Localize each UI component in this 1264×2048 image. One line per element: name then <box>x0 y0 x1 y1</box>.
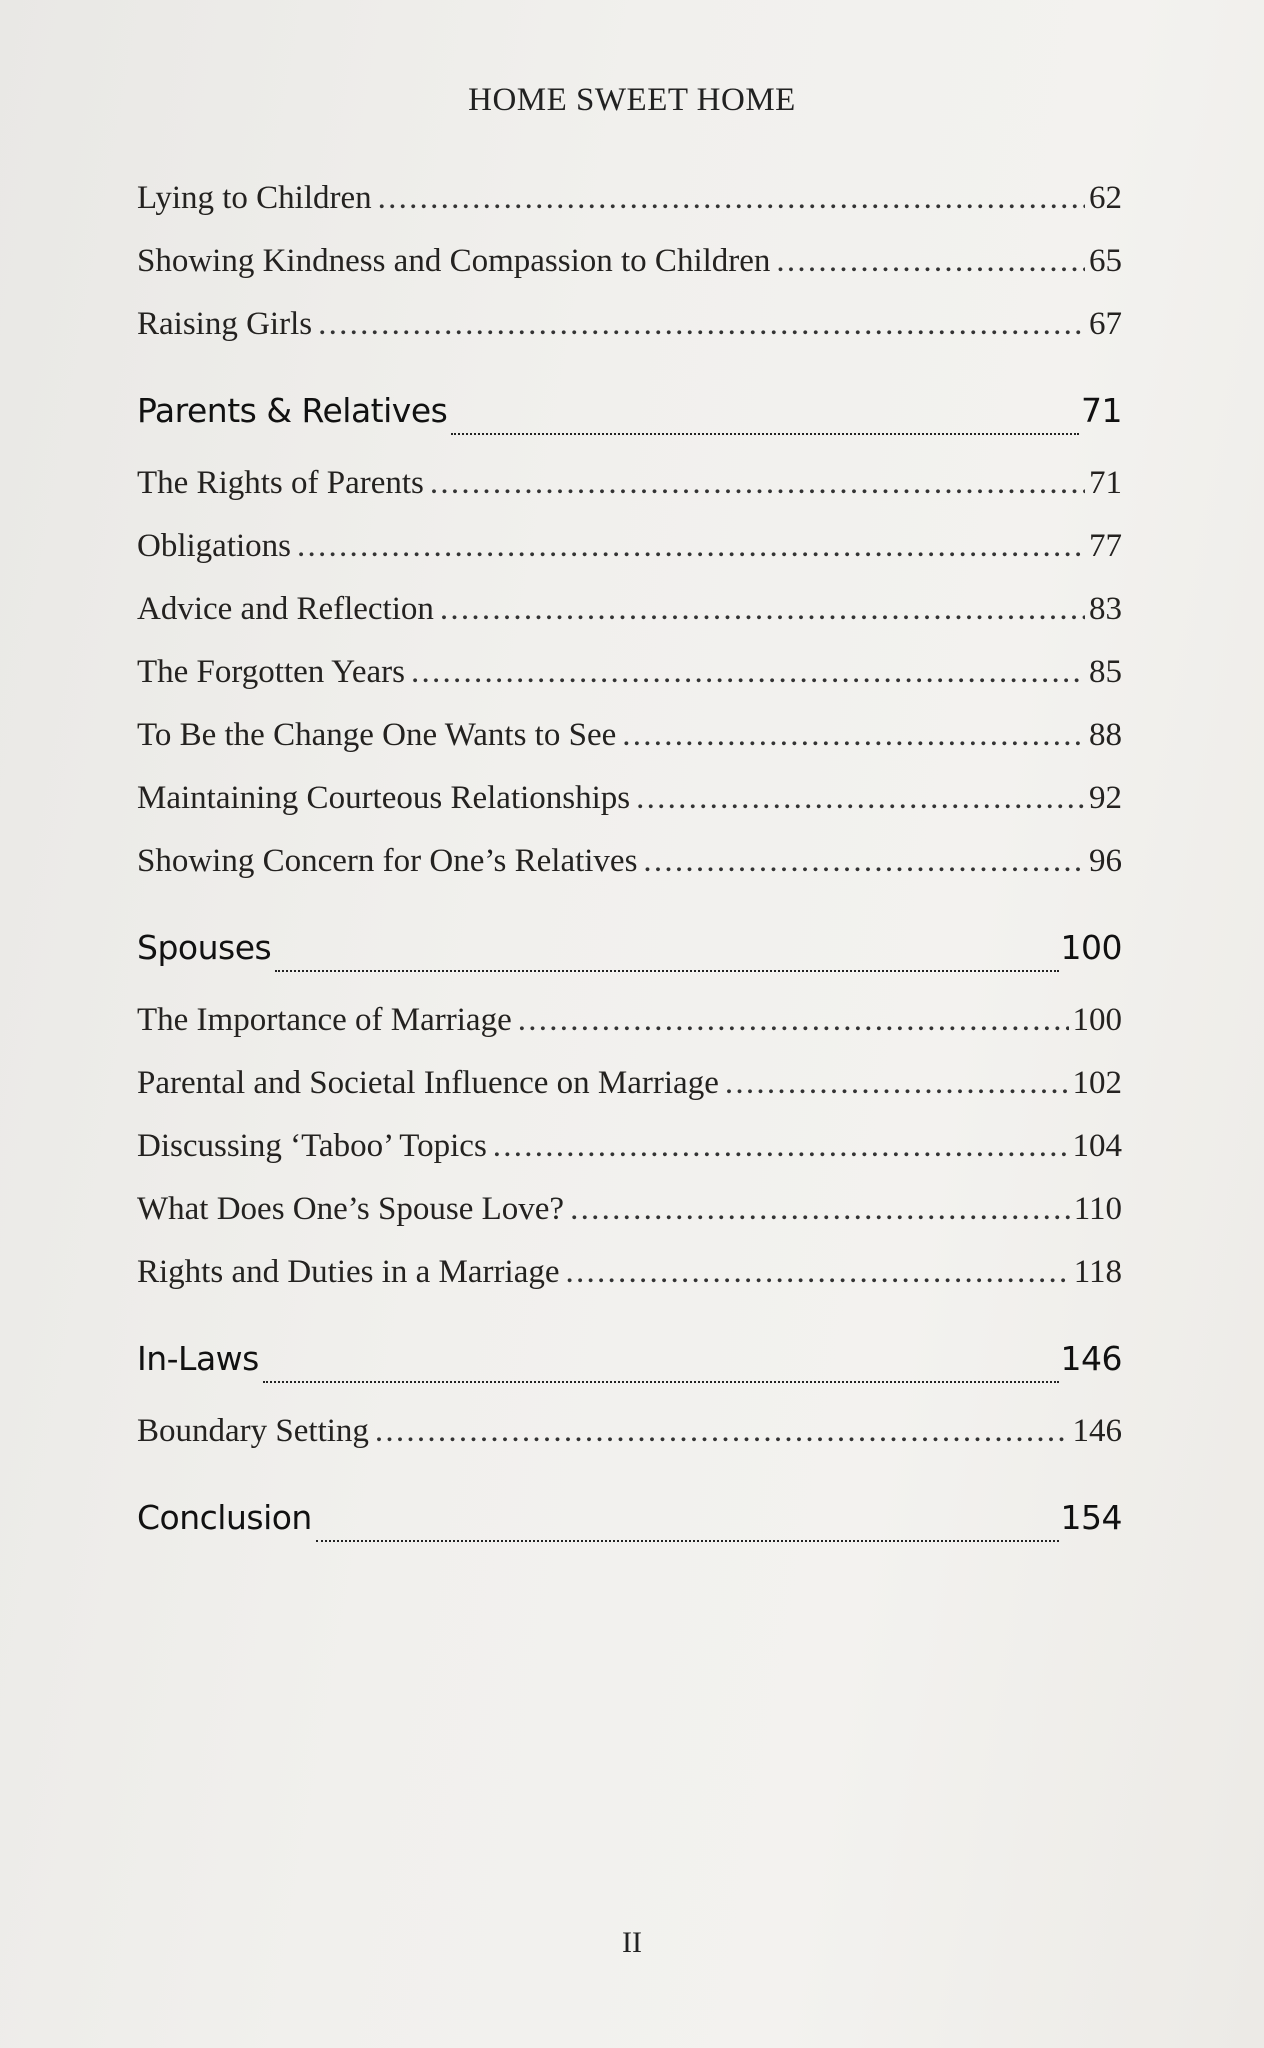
toc-entry <box>137 243 1122 306</box>
dot-leader <box>570 1191 1070 1228</box>
section-title: Conclusion <box>137 1498 312 1537</box>
toc-section-heading <box>137 391 1122 451</box>
dot-leader <box>411 654 1085 691</box>
entry-page-number: 102 <box>1072 1065 1122 1101</box>
toc-entry <box>137 1413 1122 1476</box>
dot-leader <box>776 243 1085 280</box>
dot-leader <box>493 1128 1069 1165</box>
entry-page-number: 65 <box>1089 243 1122 279</box>
section-page-number: 146 <box>1060 1339 1122 1378</box>
toc-entry <box>137 528 1122 591</box>
dot-leader <box>725 1065 1069 1102</box>
page-folio: II <box>622 1926 642 1959</box>
toc-entry <box>137 1002 1122 1065</box>
entry-title: Advice and Reflection <box>137 591 434 627</box>
entry-page-number: 88 <box>1089 717 1122 753</box>
entry-title: Lying to Children <box>137 180 372 216</box>
entry-title: The Forgotten Years <box>137 654 405 690</box>
toc-section-heading <box>137 928 1122 988</box>
entry-page-number: 77 <box>1089 528 1122 564</box>
entry-title: The Rights of Parents <box>137 465 424 501</box>
entry-page-number: 146 <box>1072 1413 1122 1449</box>
entry-title: Boundary Setting <box>137 1413 369 1449</box>
dot-leader <box>440 591 1085 628</box>
entry-title: Discussing ‘Taboo’ Topics <box>137 1128 487 1164</box>
toc-entry <box>137 1128 1122 1191</box>
toc-entry <box>137 1191 1122 1254</box>
toc-entry <box>137 591 1122 654</box>
toc-entry <box>137 780 1122 843</box>
dot-leader <box>518 1002 1069 1039</box>
dot-leader <box>318 306 1085 343</box>
dot-leader <box>316 1540 1059 1542</box>
entry-page-number: 83 <box>1089 591 1122 627</box>
entry-page-number: 96 <box>1089 843 1122 879</box>
toc-entry <box>137 717 1122 780</box>
entry-page-number: 62 <box>1089 180 1122 216</box>
running-head: HOME SWEET HOME <box>468 82 796 118</box>
toc-entry <box>137 1254 1122 1317</box>
dot-leader <box>275 970 1058 972</box>
toc-section-heading <box>137 1339 1122 1399</box>
dot-leader <box>378 180 1085 217</box>
entry-title: Rights and Duties in a Marriage <box>137 1254 560 1290</box>
dot-leader <box>297 528 1085 565</box>
entry-page-number: 118 <box>1073 1254 1122 1290</box>
section-page-number: 71 <box>1081 391 1122 430</box>
entry-page-number: 71 <box>1089 465 1122 501</box>
entry-title: Obligations <box>137 528 291 564</box>
toc-entry <box>137 465 1122 528</box>
entry-title: Parental and Societal Influence on Marriage <box>137 1065 719 1101</box>
toc-section-heading <box>137 1498 1122 1558</box>
toc-entry <box>137 180 1122 243</box>
dot-leader <box>451 433 1079 435</box>
entry-title: The Importance of Marriage <box>137 1002 512 1038</box>
entry-page-number: 100 <box>1072 1002 1122 1038</box>
toc-entry <box>137 306 1122 369</box>
table-of-contents <box>137 180 1122 1572</box>
dot-leader <box>622 717 1085 754</box>
entry-page-number: 85 <box>1089 654 1122 690</box>
entry-page-number: 104 <box>1072 1128 1122 1164</box>
toc-entry <box>137 654 1122 717</box>
entry-page-number: 67 <box>1089 306 1122 342</box>
entry-title: Showing Kindness and Compassion to Children <box>137 243 771 279</box>
section-page-number: 100 <box>1060 928 1122 967</box>
entry-page-number: 110 <box>1073 1191 1122 1227</box>
entry-title: To Be the Change One Wants to See <box>137 717 617 753</box>
dot-leader <box>263 1381 1059 1383</box>
section-title: In-Laws <box>137 1339 259 1378</box>
entry-page-number: 92 <box>1089 780 1122 816</box>
section-title: Spouses <box>137 928 272 967</box>
entry-title: Showing Concern for One’s Relatives <box>137 843 638 879</box>
dot-leader <box>636 780 1085 817</box>
dot-leader <box>643 843 1085 880</box>
toc-entry <box>137 843 1122 906</box>
entry-title: Maintaining Courteous Relationships <box>137 780 631 816</box>
entry-title: What Does One’s Spouse Love? <box>137 1191 565 1227</box>
dot-leader <box>430 465 1085 502</box>
section-page-number: 154 <box>1060 1498 1122 1537</box>
dot-leader <box>375 1413 1069 1450</box>
entry-title: Raising Girls <box>137 306 313 342</box>
dot-leader <box>566 1254 1070 1291</box>
toc-entry <box>137 1065 1122 1128</box>
section-title: Parents & Relatives <box>137 391 448 430</box>
